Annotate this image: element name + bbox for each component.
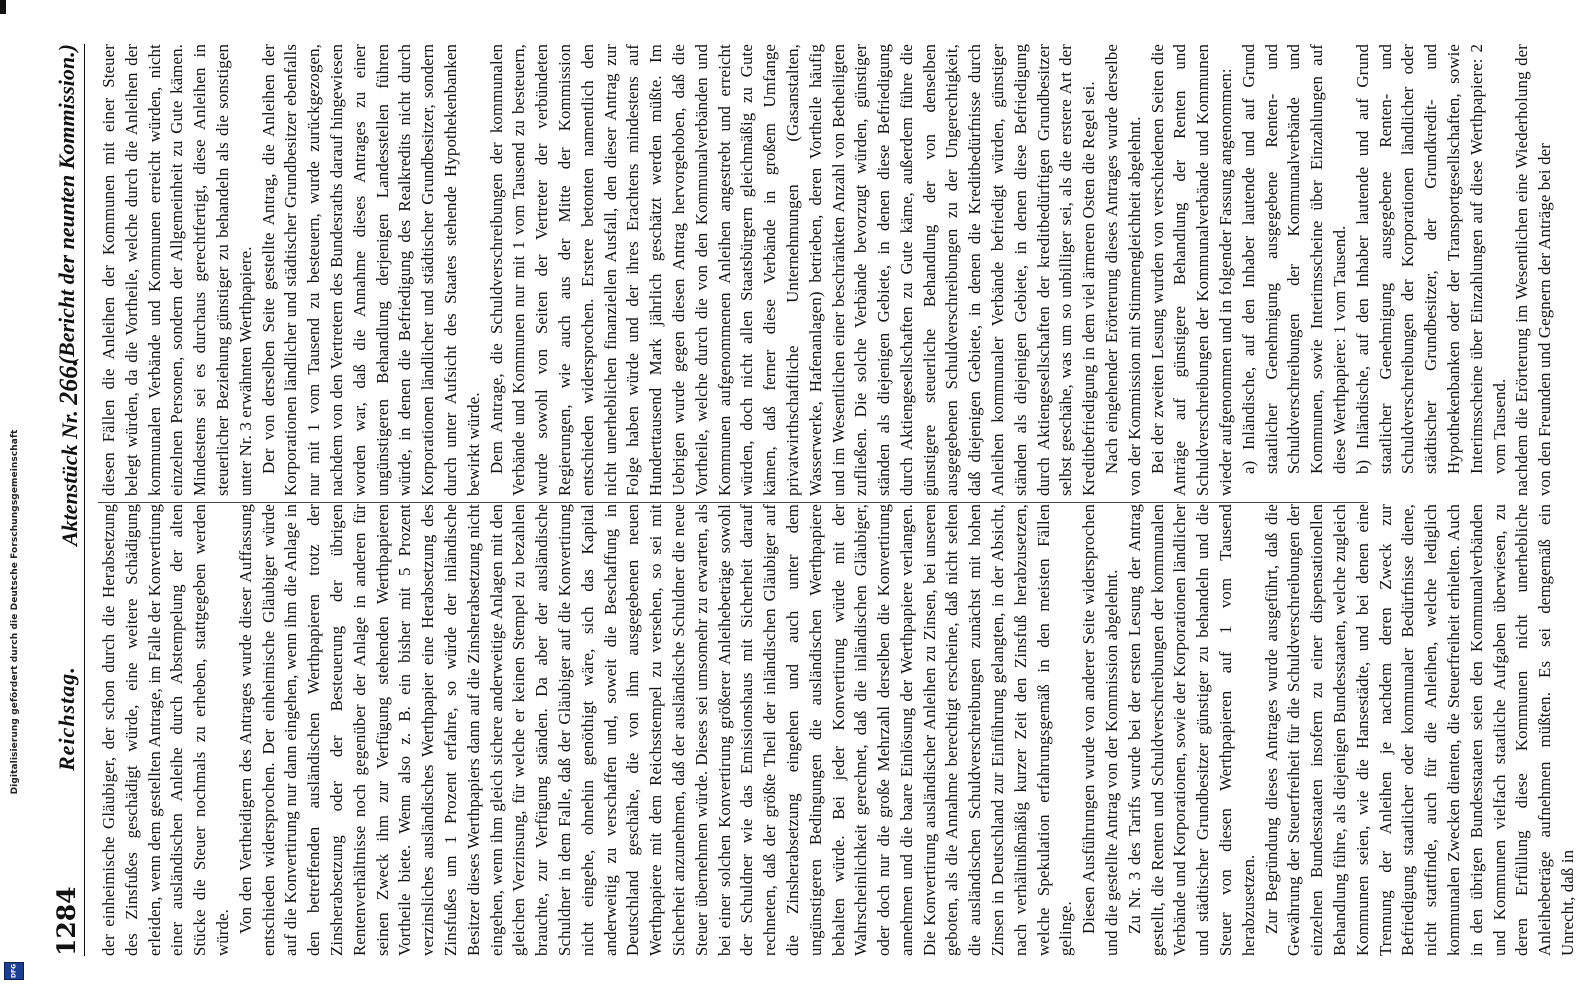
paragraph: der einheimische Gläubiger, der schon durch die Herabsetzung des Zinsfußes geschädigt würde, eine weitere Schädigung erleiden, wenn dem gestellten Antrage, im Falle der Konvertirung einer ausländischen Anleihe durch Abstempelung der alten Stücke die Steuer nochmals zu erheben, stattgegeben werden würde. — [99, 504, 232, 956]
paragraph: Der von derselben Seite gestellte Antrag, die Anleihen der Korporationen ländlicher und städtischer Grundbesitzer ebenfalls nur mit 1 vom Tausend zu besteuern, wurde zurückgezogen, nachdem von den Vertretern des Bundesraths darauf hingewiesen worden war, daß die Annahme dieses Antrages zu einer ungünstigeren Behandlung derjenigen Landesstellen führen würde, in denen die Befriedigung des Realkredits nicht durch Korporationen ländlicher und städtischer Grundbesitzer, sondern durch unter Aufsicht des Staates stehende Hypothekenbanken bewirkt würde. — [258, 44, 483, 496]
right-column — [98, 44, 1555, 496]
paragraph: Von den Vertheidigern des Antrages wurde dieser Auffassung entschieden widersprochen. Der einheimische Gläubiger würde auf die Konvertirung nur dann eingehen, wenn ihm die Anlage in den betreffenden ausländischen Werthpapieren trotz der Zinsherabsetzung oder der Besteuerung der übrigen Rentenverhältnisse noch gegenüber der Anlage in anderen für seinen Zweck ihm zur Verfügung stehenden Werthpapieren Vortheile biete. Wenn also z. B. ein bisher mit 5 Prozent verzinsliches ausländisches Werthpapier eine Herabsetzung des Zinsfußes um 1 Prozent erfahre, so würde der inländische Besitzer dieses Werthpapiers dann auf die Zinsherabsetzung nicht eingehen, wenn ihm gleich sichere anderweitige Anlagen mit den gleichen Verzinsung, für welche er keinen Stempel zu bezahlen brauchte, zur Verfügung ständen. Da aber der ausländische Schuldner in dem Falle, daß der Gläubiger auf die Konvertirung nicht eingehe, ohnehin genöthigt wäre, sich das Kapital anderweitig zu verschaffen und, soweit die Beschaffung in Deutschland geschähe, die von ihm ausgegebenen neuen Werthpapiere mit dem Reichsstempel zu versehen, so sei mit Sicherheit anzunehmen, daß der ausländische Schuldner die neue Steuer übernehmen würde. Dieses sei umsomehr zu erwarten, als bei einer solchen Konvertirung größerer Anleihebeträge sowohl der Schuldner wie das Emissionshaus mit Sicherheit darauf rechneten, daß der größte Theil der inländischen Gläubiger auf die Zinsherabsetzung eingehen und auch unter dem ungünstigeren Bedingungen die ausländischen Werthpapiere behalten würde. Bei jeder Konvertirung würde mit der Wahrscheinlichkeit gerechnet, daß die inländischen Gläubiger, oder doch nur die große Mehrzahl derselben die Konvertirung annehmen und die baare Einlösung der Werthpapiere verlangen. Die Konvertirung ausländischer Anleihen zu Zinsen, bei unseren geboten, als die Annahme berechtigt erscheine, daß nicht selten die ausländischen Schuldverschreibungen zunächst mit hohen Zinsen in Deutschland zur Einführung gelangten, in der Absicht, nach verhältnißmäßig kurzer Zeit den Zinsfuß herabzusetzen, welche Spekulation erfahrungsgemäß in den meisten Fällen gelinge. — [235, 504, 1076, 956]
paragraph: Bei der zweiten Lesung wurden von verschiedenen Seiten die Anträge auf günstigere Behandlung der Renten und Schuldverschreibungen der Kommunalverbände und Kommunen wieder aufgenommen und in folgender Fassung angenommen: — [1147, 44, 1236, 496]
paragraph: diesen Fällen die Anleihen der Kommunen mit einer Steuer belegt würden, da die Vortheile, welche durch die Anleihen der kommunalen Verbände und Kommunen erreicht würden, nicht einzelnen Personen, sondern der Allgemeinheit zu Gute kämen. Mindestens sei es durchaus gerechtfertigt, diese Anleihen in steuerlicher Beziehung günstiger zu behandeln als die sonstigen unter Nr. 3 erwähnten Werthpapiere. — [99, 44, 255, 496]
dfg-logo — [4, 962, 24, 980]
dfg-logo-text: DFG — [10, 963, 18, 979]
page-number: 1284 — [52, 886, 81, 956]
document-label: Aktenstück Nr. — [57, 410, 82, 546]
column-divider — [98, 502, 1368, 503]
paragraph: Dem Antrage, die Schuldverschreibungen der kommunalen Verbände und Kommunen nur mit 1 vom Tausend zu besteuern, wurde sowohl von Seiten der Vertreter der verbündeten Regierungen, wie auch aus der Mitte der Kommission entschieden widersprochen. Erstere betonten namentlich den nicht unerheblichen finanziellen Ausfall, den dieser Antrag zur Folge haben würde und der ihres Erachtens mindestens auf Hunderttausend Mark jährlich geschätzt werden müßte. Im Uebrigen wurde gegen diesen Antrag hervorgehoben, daß die Vortheile, welche durch die von den Kommunalverbänden und Kommunen aufgenommenen Anleihen angestrebt und erreicht würden, doch nicht allen Staatsbürgern gleichmäßig zu Gute kämen, daß ferner diese Verbände in großem Umfange privatwirthschaftliche Unternehmungen (Gasanstalten, Wasserwerke, Hafenanlagen) betrieben, deren Vortheile häufig und im Wesentlichen einer beschränkten Anzahl von Betheiligten zufließen. Die solche Verbände bevorzugt würden, günstiger ständen als diejenigen Gebiete, in denen diese Befriedigung durch Aktiengesellschaften zu Gute käme, außerdem führe die günstigere steuerliche Behandlung der von denselben ausgegebenen Schuldverschreibungen zu der Ungerechtigkeit, daß diejenigen Gebiete, in denen die Kreditbedürfnisse durch Anleihen kommunaler Verbände befriedigt würden, günstiger ständen als diejenigen Gebiete, in denen diese Befriedigung durch Aktiengesellschaften der kreditbedürftigen Grundbesitzer selbst geschähe, was um so unbilliger sei, als die erstere Art der Kreditbefriedigung in dem viel ärmeren Osten die Regel sei. — [486, 44, 1099, 496]
digitization-credit-strip — [0, 0, 30, 1000]
report-title: (Bericht der neunten Kommission.) — [54, 44, 79, 365]
paragraph: Zur Begründung dieses Antrages wurde ausgeführt, daß die Gewährung der Steuerfreiheit für die Schuldverschreibungen der einzelnen Bundesstaaten insofern zu einer dispensationellen Behandlung führe, als diejenigen Bundesstaaten, welche zugleich Kommunen seien, wie die Hansestädte, und bei denen eine Trennung der Anleihen je nachdem deren Zweck zur Befriedigung staatlicher oder kommunaler Bedürfnisse diene, nicht stattfinde, auch für die Anleihen, welche lediglich kommunalen Zwecken dienten, die Steuerfreiheit erhielten. Auch in den übrigen Bundesstaaten seien den Kommunalverbänden und Kommunen vielfach staatliche Aufgaben überwiesen, zu deren Erfüllung diese Kommunen nicht unerhebliche Anleihebeträge aufnehmen müßten. Es sei demgemäß ein Unrecht, daß in — [1261, 504, 1577, 956]
paragraph: nachdem die Erörterung im Wesentlichen eine Wiederholung der von den Freunden und Gegnern der Anträge bei der — [1512, 44, 1555, 496]
document-number-value: 266. — [54, 359, 83, 405]
paragraph: Diesen Ausführungen wurde von anderer Seite widersprochen und die gestellte Antrag von der Kommission abgelehnt. — [1079, 504, 1122, 956]
document-number — [54, 359, 84, 546]
scanned-page — [40, 20, 1577, 980]
paragraph: Zu Nr. 3 des Tarifs wurde bei der ersten Lesung der Antrag gestellt, die Renten und Schuldverschreibungen der kommunalen Verbände und Korporationen, sowie der Korporationen ländlicher und städtischer Grundbesitzer günstiger zu behandeln und die Steuer von diesen Werthpapieren auf 1 vom Tausend herabzusetzen. — [1124, 504, 1258, 956]
tariff-item-a: a) Inländische, auf den Inhaber lautende und auf Grund staatlicher Genehmigung ausgegebene Renten- und Schuldverschreibungen der Kommunalverbände und Kommunen, sowie Interimsscheine über Einzahlungen auf diese Werthpapiere: 1 vom Tausend. — [1238, 44, 1350, 474]
paragraph: Nach eingehender Erörterung dieses Antrages wurde derselbe von der Kommission mit Stimmengleichheit abgelehnt. — [1102, 44, 1144, 496]
digitization-credit: Digitalisierung gefördert durch die Deutsche Forschungsgemeinschaft — [10, 429, 20, 795]
tariff-item-b: b) Inländische, auf den Inhaber lautende und auf Grund staatlicher Genehmigung ausgegebene Renten- und Schuldverschreibungen der Korporationen ländlicher oder städtischer Grundbesitzer, der Grundkredit- und Hypothekenbanken oder der Transportgesellschaften, sowie Interimsscheine über Einzahlungen auf diese Werthpapiere: 2 vom Tausend. — [1352, 44, 1509, 474]
page-header — [48, 44, 85, 956]
running-title: Reichstag. — [54, 666, 79, 771]
rotated-page-content — [40, 20, 1577, 980]
left-column — [98, 504, 1577, 956]
